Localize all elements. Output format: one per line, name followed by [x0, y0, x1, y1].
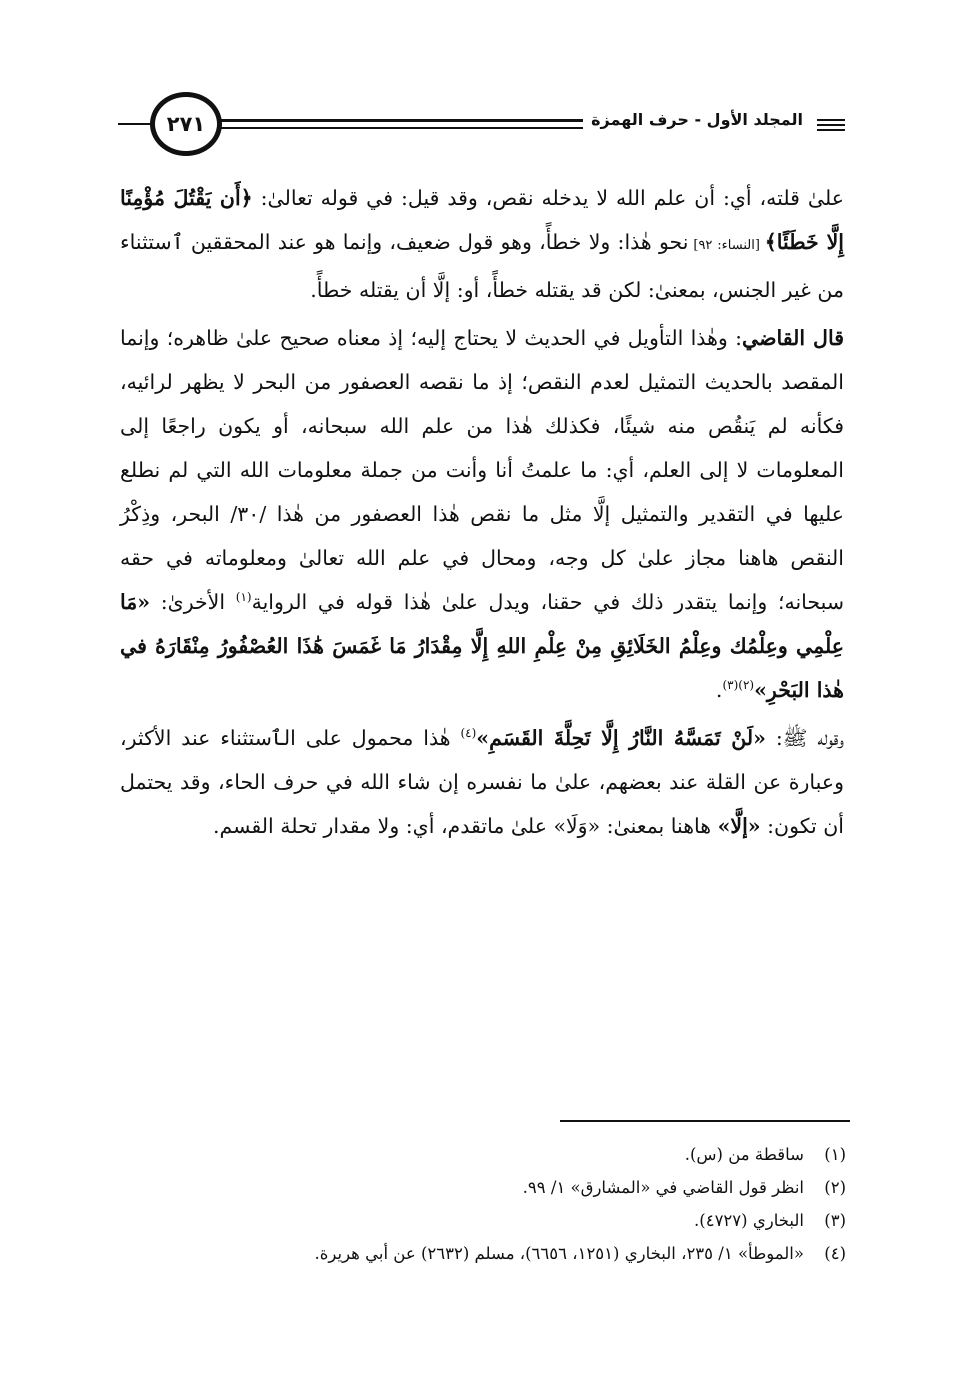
footnote-number: (٢) [824, 1178, 846, 1197]
text-run: الأخرىٰ: [150, 590, 236, 614]
footnote-text: البخاري (٤٧٢٧). [694, 1211, 804, 1230]
verse-reference: [النساء: ٩٢] [688, 238, 765, 253]
running-title: المجلد الأول - حرف الهمزة [583, 110, 811, 129]
paragraph-1 [120, 176, 844, 312]
footnote-number: (٤) [824, 1244, 846, 1263]
footnote-3 [120, 1204, 846, 1237]
footnotes [120, 1138, 846, 1270]
footnote-marker[interactable]: (١) [235, 590, 252, 605]
footnote-1 [120, 1138, 846, 1171]
footnote-text: انظر قول القاضي في «المشارق» ١/ ٩٩. [522, 1178, 804, 1197]
footnote-text: «الموطأ» ١/ ٢٣٥، البخاري (١٢٥١، ٦٦٥٦)، مسلم (٢٦٣٢) عن أبي هريرة. [314, 1244, 804, 1263]
text-run: وقوله ﷺ: [765, 726, 844, 750]
footnote-marker[interactable]: (٢)(٣) [722, 678, 755, 693]
page-header [118, 92, 845, 156]
hadith-quote: «مَا عِلْمِي وعِلْمُك وعِلْمُ الخَلَائِقِ مِنْ عِلْمِ اللهِ إِلَّا مِقْدَارُ مَا غَمَسَ هَٰذَا العُصْفُورُ مِنْقَارَهُ في هٰذا البَحْرِ» [120, 590, 844, 702]
paragraph-2 [120, 316, 844, 712]
header-end-ornament [817, 119, 845, 134]
text-run: علىٰ قلته، أي: أن علم الله لا يدخله نقص، وقد قيل: في قوله تعالىٰ: [252, 186, 844, 210]
footnote-text: ساقطة من (س). [684, 1145, 804, 1164]
footnote-separator [560, 1120, 850, 1122]
text-run: : وهٰذا التأويل في الحديث لا يحتاج إليه؛ إذ معناه صحيح علىٰ ظاهره؛ وإنما المقصد بالحديث التمثيل لعدم النقص؛ إذ ما نقصه العصفور من البحر لا يظهر لرائيه، فكأنه لم يَنقُص منه شيئًا، فكذلك هٰذا من علم الله سبحانه، أو يكون راجعًا إلى المعلومات لا إلى العلم، أي: ما علمتُ أنا وأنت من جملة معلومات الله التي لم نطلع عليها في التقدير والتمثيل إلَّا مثل ما نقص هٰذا العصفور من هٰذا /٣٠/ البحر، وذِكْرُ النقص هاهنا مجاز علىٰ كل وجه، ومحال في علم الله تعالىٰ ومعلوماته في حقه سبحانه؛ وإنما يتقدر ذلك في حقنا، ويدل علىٰ هٰذا قوله في الرواية [120, 326, 845, 614]
main-text [120, 176, 844, 848]
hadith-quote: «لَنْ تَمَسَّهُ النَّارُ إِلَّا تَحِلَّةَ القَسَمِ» [476, 726, 766, 750]
footnote-marker[interactable]: (٤) [460, 726, 477, 741]
text-run: . [715, 678, 723, 702]
speaker-label: قال القاضي [742, 326, 844, 350]
emphasized-word: «إلَّا» [717, 814, 761, 838]
footnote-number: (٣) [824, 1211, 846, 1230]
footnote-4 [120, 1237, 846, 1270]
footnote-number: (١) [824, 1145, 846, 1164]
text-run: هاهنا بمعنىٰ: «وَلَا» علىٰ ماتقدم، أي: ولا مقدار تحلة القسم. [212, 814, 718, 838]
text-run: هٰذا محمول على الٱستثناء عند الأكثر، وعبارة عن القلة عند بعضهم، علىٰ ما نفسره إن شاء الله في حرف الحاء، وقد يحتمل أن تكون: [120, 726, 844, 838]
page-number: ٢٧١ [150, 92, 222, 156]
text-run: نحو هٰذا: ولا خطأً، وهو قول ضعيف، وإنما هو عند المحققين ٱستثناء من غير الجنس، بمعنىٰ: لكن قد يقتله خطأً، أو: إلَّا أن يقتله خطأً. [120, 230, 844, 302]
paragraph-3 [120, 716, 844, 848]
quran-verse: ﴿أَن يَقْتُلَ مُؤْمِنًا إِلَّا خَطَئًا﴾ [120, 186, 844, 254]
footnote-2 [120, 1171, 846, 1204]
